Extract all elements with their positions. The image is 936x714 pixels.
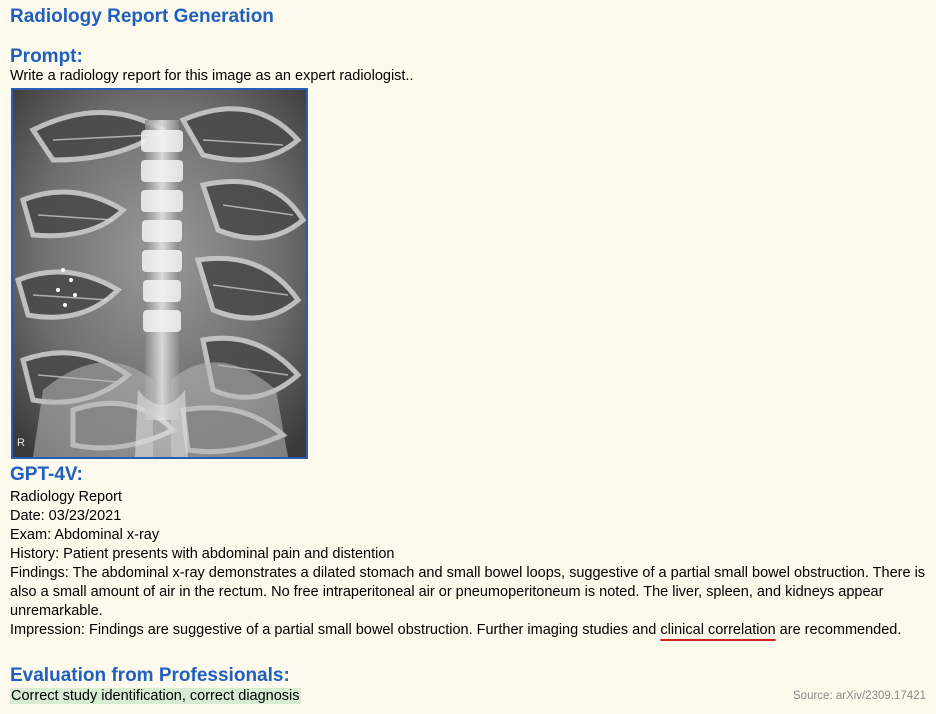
evaluation-text: Correct study identification, correct diagnosis (11, 688, 300, 704)
report-line-findings: Findings: The abdominal x-ray demonstrates a dilated stomach and small bowel loops, suggestive of a partial small bowel obstruction. There is also a small amount of air in the rectum. No free intraperitoneal air or pneumoperitoneum is noted. The liver, spleen, and kidneys appear unremarkable. (10, 565, 926, 619)
impression-text-before: Impression: Findings are suggestive of a partial small bowel obstruction. Further imaging studies and (10, 622, 661, 638)
prompt-text: Write a radiology report for this image as an expert radiologist.. (10, 68, 414, 84)
source-citation: Source: arXiv/2309.17421 (793, 690, 926, 702)
report-line-date: Date: 03/23/2021 (10, 508, 122, 524)
xray-illustration (13, 90, 306, 457)
page-title: Radiology Report Generation (10, 6, 274, 27)
prompt-heading: Prompt: (10, 46, 83, 67)
evaluation-heading: Evaluation from Professionals: (10, 665, 290, 686)
report-line-impression (10, 621, 934, 640)
report-line-title: Radiology Report (10, 489, 123, 505)
report-line-history: History: Patient presents with abdominal pain and distention (10, 546, 395, 562)
report-line-exam: Exam: Abdominal x-ray (10, 527, 160, 543)
radiology-report (10, 488, 934, 640)
gpt4v-heading: GPT-4V: (10, 464, 83, 485)
xray-side-marker: R (17, 437, 25, 449)
abdominal-xray-image (11, 88, 308, 459)
impression-text-after: are recommended. (775, 622, 902, 638)
clinical-correlation-highlight: clinical correlation (660, 622, 776, 638)
